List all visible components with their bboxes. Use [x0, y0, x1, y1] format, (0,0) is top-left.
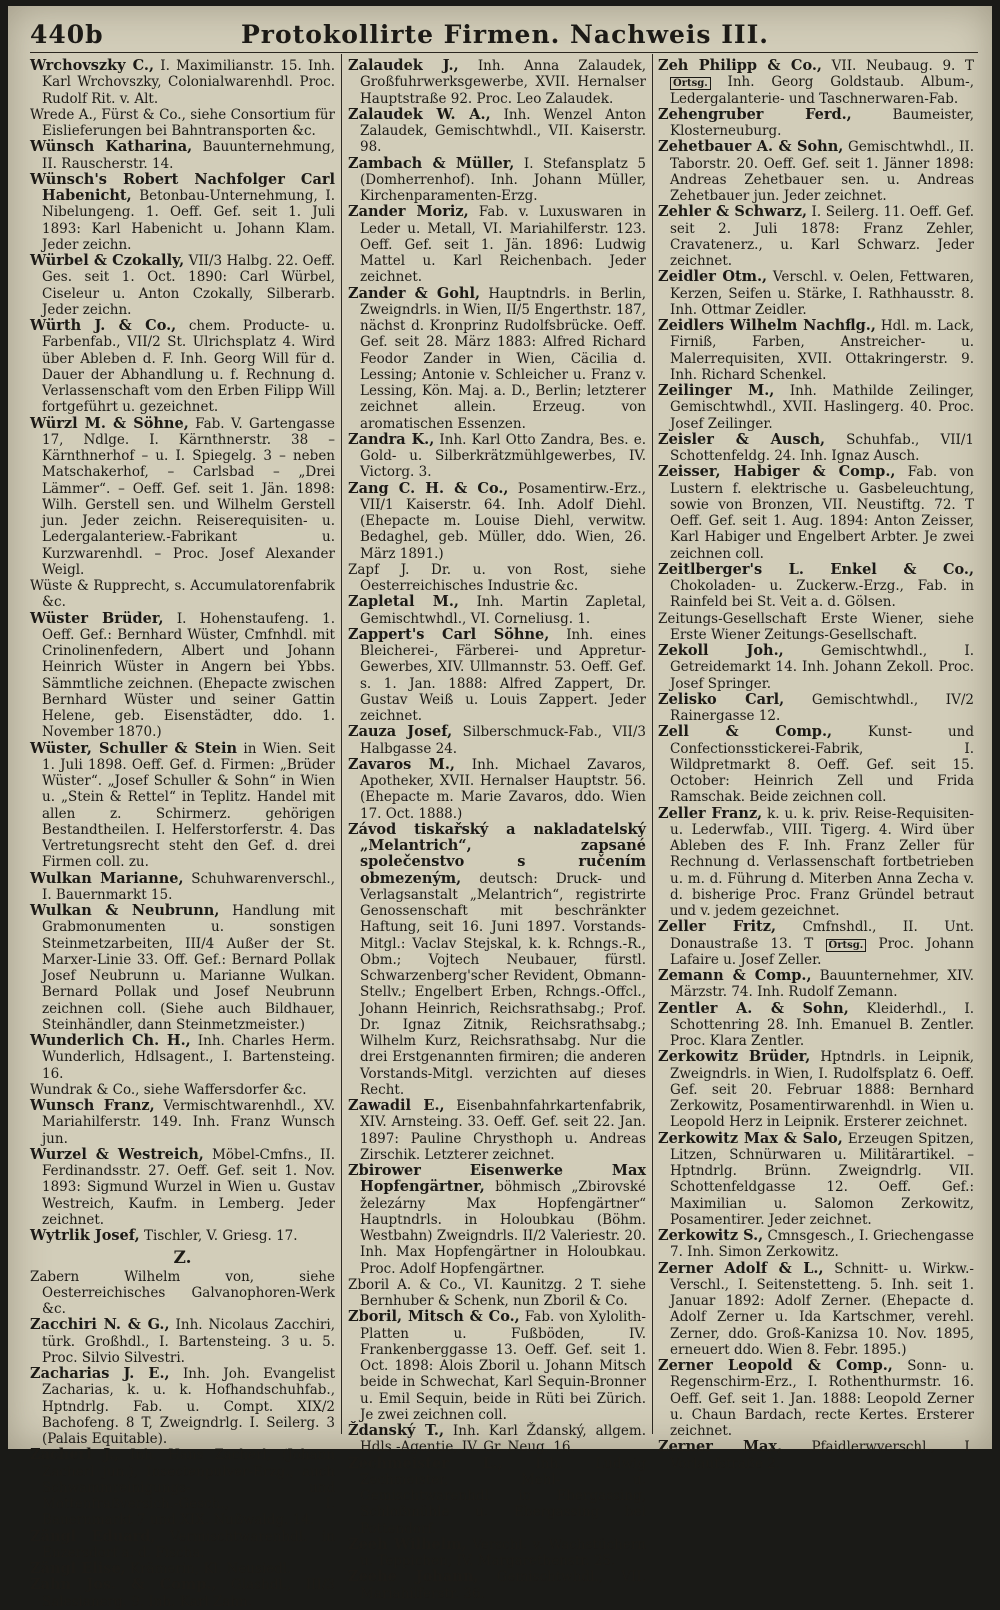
entry-text: Inh. Hans Zacherl, (Johann Zacherl jun.), Insectenpulver-Erzg., auch Schwammreinigungs- und Mottenfraßversich.-Gesch., I. Bauernmarkt 7 und XIX. Nußwaldg. 14.	[42, 1447, 336, 1529]
firm-name: Zehengruber Ferd.,	[658, 105, 852, 123]
directory-entry	[658, 432, 974, 465]
entry-text: Inh. Nicolaus Zacchiri, türk. Großhdl., I. Bartensteing. 3 u. 5. Proc. Silvio Silvestri.	[42, 1317, 335, 1366]
firm-name: Wüster, Schuller & Stein	[30, 739, 238, 757]
firm-name: Zeidlers Wilhelm Nachflg.,	[658, 317, 876, 334]
firm-name: Zeehe Johann,	[348, 1568, 479, 1586]
firm-name: Zängl Elise,	[30, 1560, 126, 1577]
entry-text: Inh. Wenzel Anton Zalaudek, Gemischtwhdl., VII. Kaiserstr. 98.	[360, 106, 646, 156]
entry-text: Inh. Mathilde Zeilinger, Gemischtwhdl., XVII. Haslingerg. 40. Proc. Josef Zeilinger.	[670, 383, 975, 432]
directory-entry	[348, 432, 646, 481]
directory-entry	[30, 1577, 335, 1610]
directory-entry	[30, 578, 335, 611]
entry-text: I. Hohenstaufeng. 1. Oeff. Gef.: Bernhard Wüster, Cmfnhdl. mit Crinolinenfedern, Albert und Johann Heinrich Wüster in Angern bei Ybbs. Sämmtliche zeichnen. (Ehepacte zwischen Bernhard Wüster und seiner Gattin Helene, geb. Eisenstädter, ddo. 1. November 1870.)	[42, 610, 336, 741]
directory-entry	[30, 318, 335, 416]
directory-entry	[658, 611, 974, 644]
directory-entry	[30, 172, 335, 253]
entry-text: Zabern Wilhelm von, siehe Oesterreichisches Galvanophoren-Werk &c.	[30, 1268, 335, 1317]
entry-text: Baumeister, Klosterneuburg.	[670, 106, 974, 139]
directory-entry	[30, 1317, 335, 1366]
entry-text: VII/3 Halbg. 22. Oeff. Ges. seit 1. Oct. 1890: Carl Würbel, Ciseleur u. Anton Czokally, Silberarb. Jeder zeichn.	[42, 253, 335, 318]
directory-entry	[348, 58, 646, 107]
entry-text: Cmfnshdl., II. Unt. Donaustraße 13. T Ortsg. Proc. Johann Lafaire u. Josef Zeller.	[670, 919, 974, 968]
entry-text: böhmisch „Zbirovské železárny Max Hopfengärtner“ Hauptndrls. in Holoubkau (Böhm. Westbahn) Zweigndrls. II/2 Valeriestr. 20. Inh. Max Hopfengärtner in Holoubkau. Proc. Adolf Hopfengärtner.	[360, 1179, 647, 1277]
firm-name: Zeisser, Habiger & Comp.,	[658, 463, 896, 481]
directory-entry	[30, 903, 335, 1033]
directory-entry	[30, 1098, 335, 1147]
directory-entry	[658, 383, 974, 432]
directory-entry	[348, 1309, 646, 1423]
directory-entry	[658, 692, 974, 725]
entry-text: Wüste & Rupprecht, s. Accumulatorenfabrik &c.	[30, 578, 335, 611]
entry-text: Sonn- u. Regenschirm-Erz., I. Rothenthurmstr. 16. Oeff. Gef. seit 1. Jan. 1888: Leopold Zerner u. Chaun Bardach, recte Kertes. Ersterer zeichnet.	[670, 1358, 975, 1439]
firm-name: Zavaros M.,	[348, 755, 455, 773]
directory-entry	[658, 58, 974, 107]
firm-name: Zentler A. & Sohn,	[658, 999, 849, 1017]
directory-entry	[658, 139, 974, 204]
firm-name: Wünsch Katharina,	[30, 138, 193, 156]
firm-name: Zekoll Joh.,	[658, 642, 784, 659]
firm-name: Zemann & Comp.,	[658, 967, 812, 984]
entry-text: Chokoladen- u. Zuckerw.-Erzg., Fab. in Rainfeld bei St. Veit a. d. Gölsen.	[670, 578, 974, 611]
directory-entry	[348, 1277, 646, 1310]
entry-text: Schnitt- u. Wirkw.-Verschl., I. Seitenstetteng. 5. Inh. seit 1. Januar 1892: Adolf Zerner. (Ehepacte d. Adolf Zerner u. Ida Kartschmer, verehl. Zerner, ddo. Groß-Kanizsa 10. Nov. 1895, erneuert ddo. Wien 8. Febr. 1895.)	[670, 1260, 974, 1358]
directory-entry	[30, 1269, 335, 1318]
directory-entry	[348, 481, 646, 562]
directory-entry	[30, 611, 335, 741]
directory-entry	[658, 1049, 974, 1130]
directory-entry	[30, 1366, 335, 1447]
entry-text: Cmnsgesch., I. Griechengasse 7. Inh. Simon Zerkowitz.	[670, 1228, 974, 1261]
section-letter: Z.	[173, 1248, 192, 1269]
firm-name: Zandra K.,	[348, 430, 435, 448]
entry-text: Gemischtwhdl., I. Getreidemarkt 14. Inh. Johann Zekoll. Proc. Josef Springer.	[670, 643, 974, 692]
entry-text: Inh. Martin Zapletal, Gemischtwhdl., VI. Corneliusg. 1.	[360, 594, 646, 627]
entry-text: Vermischtwarenhdl. in Enzersdorf a. d. Fischa.	[42, 1528, 336, 1561]
firm-name: Zeller Fritz,	[658, 918, 777, 936]
entry-text: Posamentirw.-Erz., VII/1 Kaiserstr. 64. Inh. Adolf Diehl. (Ehepacte m. Louise Diehl, verwitw. Bedaghel, geb. Müller, ddo. Wien, 26. März 1891.)	[360, 480, 646, 562]
directory-entry	[30, 1561, 335, 1577]
directory-entry	[30, 416, 335, 579]
entry-text: Glashdl., III/3 Salesianerg. 9. Inh. Karl Zahn.	[42, 1577, 335, 1610]
firm-name: Wunderlich Ch. H.,	[30, 1032, 191, 1049]
firm-name: Zawadil E.,	[348, 1097, 445, 1114]
firm-name: Závod tiskařský a nakladatelský „Melantrich“, zapsané společenstvo s ručením obmezeným,	[348, 820, 646, 887]
firm-name: Zboril, Mitsch & Co.,	[348, 1308, 520, 1326]
entry-text: Hdl. m. Lack, Firniß, Farben, Anstreicher- u. Malerrequisiten, XVII. Ottakringerstr. 9. Inh. Richard Schenkel.	[670, 318, 975, 383]
entry-text: Gemischtwhdl., II. Taborstr. 20. Oeff. Gef. seit 1. Jänner 1898: Andreas Zehetbauer sen. u. Andreas Zehetbauer jun. Jeder zeichnet.	[670, 139, 974, 204]
directory-entry	[658, 968, 974, 1001]
directory-entry	[30, 107, 335, 140]
directory-entry	[658, 464, 974, 562]
firm-name: Zeisler & Ausch,	[658, 430, 826, 448]
entry-text: Verschl. v. Oelen, Fettwaren, Kerzen, Seifen u. Stärke, I. Rathhausstr. 8. Inh. Ottmar Zeidler.	[670, 269, 974, 318]
column-3	[658, 57, 975, 1472]
firm-name: Würbel & Czokally,	[30, 252, 185, 269]
firm-name: Zeeh Wilhelm,	[348, 1535, 467, 1553]
directory-entry	[658, 318, 974, 383]
directory-entry	[348, 1456, 646, 1537]
entry-text: chem. Producte- u. Farbenfab., VII/2 St. Ulrichsplatz 4. Wird über Ableben d. F. Inh. Georg Will für d. Dauer der Abhandlung u. f. Rechnung d. Verlassenschaft vom den Erben Filipp Will fortgeführt u. gezeichnet.	[42, 318, 335, 416]
firm-name: Zechmeister L.,	[348, 1454, 503, 1472]
firm-name: Zacharias J. E.,	[30, 1365, 170, 1382]
directory-entry	[30, 1082, 335, 1098]
firm-name: Zbirower Eisenwerke Max Hopfengärtner,	[348, 1162, 646, 1196]
directory-entry	[348, 286, 646, 432]
firm-name: Zappert's Carl Söhne,	[348, 625, 550, 643]
entry-text: Hptndrls. in Leipnik, Zweigndrls. in Wien, I. Rudolfsplatz 6. Oeff. Gef. seit 20. Februar 1888: Bernhard Zerkowitz, Posamentirwarenhdl. in Wien u. Leopold Herz in Leipnik. Ersterer zeichnet.	[670, 1049, 974, 1131]
firm-name: Zalaudek J.,	[348, 57, 459, 74]
firm-name: Wüster Brüder,	[30, 609, 164, 627]
firm-name: Wulkan Marianne,	[30, 869, 184, 887]
firm-name: Würth J. & Co.,	[30, 317, 177, 334]
directory-entry	[658, 1261, 974, 1359]
firm-name: Zeitlberger's L. Enkel & Co.,	[658, 560, 974, 578]
firm-name: Zacherl J.,	[30, 1446, 120, 1464]
firm-name: Zacchiri N. & G.,	[30, 1316, 170, 1334]
directory-entry	[658, 204, 974, 269]
directory-entry	[30, 871, 335, 904]
entry-text: Inh. Karl Otto Zandra, Bes. e. Gold- u. Silberkrätzmühlgewerbes, IV. Victorg. 3.	[360, 431, 646, 481]
entry-text: Inh. eines Bleicherei-, Färberei- und Appretur-Gewerbes, XIV. Ullmannstr. 53. Oeff. Gef. s. 1. Jan. 1888: Alfred Zappert, Dr. Gustav Weiß u. Louis Zappert. Jeder zeichnet.	[360, 626, 647, 724]
entry-text: Fab. von Lustern f. elektrische u. Gasbeleuchtung, sowie von Bronzen, VII. Neustiftg. 72. T Oeff. Gef. seit 1. Aug. 1894: Anton Zeisser, Karl Habiger und Engelbert Arbter. Je zwei zeichnen coll.	[670, 464, 974, 562]
entry-text: Pfaidlerwverschl., I. Vorlaufstraße 2.	[670, 1439, 974, 1472]
directory-entry	[30, 1447, 335, 1528]
firm-name: Wunsch Franz,	[30, 1097, 155, 1114]
directory-entry	[30, 741, 335, 871]
entry-text: k. u. k. priv. Reise-Requisiten- u. Lederwfab., VIII. Tigerg. 4. Wird über Ableben des F. Inh. Franz Zeller für Rechnung d. Verlassenschaft fortbetrieben u. m. d. Führung d. Miterben Anna Zecha v. d. bisherige Proc. Franz Gründel betraut und v. jedem gezeichnet.	[670, 805, 974, 919]
entry-text: Eisenbahnfahrkartenfabrik, XIV. Arnsteing. 33. Oeff. Gef. seit 22. Jan. 1897: Pauline Chrysthoph u. Andreas Zirschik. Letzterer zeichnet.	[360, 1098, 646, 1163]
entry-text: I. Stefansplatz 5 (Domherrenhof). Inh. Johann Müller, Kirchenparamenten-Erzg.	[360, 155, 647, 204]
firm-name: Zerner Max,	[658, 1438, 783, 1456]
entry-text: Wundrak & Co., siehe Waffersdorfer &c.	[30, 1081, 307, 1098]
entry-text: Hauptndrls. in Berlin, Zweigndrls. in Wien, II/5 Engerthstr. 187, nächst d. Kronprinz Rudolfsbrücke. Oeff. Gef. seit 28. März 1883: Alfred Richard Feodor Zander in Wien, Cäcilia d. Lessing; Antonie v. Schleicher u. Franz v. Lessing, Kön. Maj. a. D., Berlin; letzterer zeichnet allein. Erzeug. von aromatischen Essenzen.	[360, 285, 646, 432]
firm-name: Zeilinger M.,	[658, 382, 775, 399]
directory-entry	[348, 1537, 646, 1570]
entry-text: Kleiderhdl., I. Schottenring 28. Inh. Emanuel B. Zentler. Proc. Klara Zentler.	[670, 1000, 974, 1049]
entry-text: Inh. Charles Herm. Wunderlich, Hdlsagent., I. Bartensteing. 16.	[42, 1033, 335, 1082]
firm-name: Zerkowitz Max & Salo,	[658, 1129, 843, 1147]
entry-text: VII. Neubaug. 9. T Ortsg. Inh. Georg Goldstaub. Album-, Ledergalanterie- und Taschnerwaren-Fab.	[670, 58, 975, 107]
entry-text: Handlung mit Grabmonumenten u. sonstigen Steinmetzarbeiten, III/4 Außer der St. Marxer-Linie 33. Off. Gef.: Bernard Pollak Josef Neubrunn u. Marianne Wulkan. Bernard Pollak und Josef Neubrunn zeichnen coll. (Siehe auch Bildhauer, Steinhändler, dann Steinmetzmeister.)	[42, 903, 335, 1033]
directory-entry	[658, 919, 974, 968]
directory-entry	[658, 643, 974, 692]
directory-entry	[658, 1131, 974, 1229]
directory-entry	[658, 107, 974, 140]
firm-name: Zerkowitz Brüder,	[658, 1048, 811, 1066]
entry-text: Fab. V. Gartengasse 17, Ndlge. I. Kärnthnerstr. 38 – Kärnthnerhof – u. I. Spiegelg. 3 – neben Matschakerhof, – Carlsbad – „Drei Lämmer“. – Oeff. Gef. seit 1. Jän. 1898: Wilh. Gerstell sen. und Wilhelm Gerstell jun. Jeder zeichn. Reiserequisiten- u. Ledergalanteriew.-Fabrikant u. Kurzwarenhdl. – Proc. Josef Alexander Weigl.	[42, 415, 335, 578]
column-1	[30, 57, 336, 1610]
directory-entry	[658, 1001, 974, 1050]
entry-text: Krämerin, Kl. Neusiedl.	[130, 1561, 292, 1577]
firm-name: Zängl Eduard,	[30, 1527, 156, 1545]
firm-name: Zahn Jos. & Comp.,	[30, 1576, 217, 1594]
telephone-symbol-icon: Ortsg.	[670, 77, 711, 90]
directory-entry	[30, 1228, 335, 1244]
entry-text: Gemischtwhdl., VII. Mariahilferstr. 36.	[360, 1569, 646, 1602]
firm-name: Zerkowitz S.,	[658, 1227, 764, 1244]
entry-text: Bauunternehmer, XIV. Märzstr. 74. Inh. Rudolf Zemann.	[670, 968, 974, 1001]
directory-entry	[30, 1033, 335, 1082]
directory-entry	[658, 806, 974, 920]
firm-name: Wurzel & Westreich,	[30, 1145, 204, 1163]
directory-entry	[348, 757, 646, 822]
directory-page	[8, 6, 992, 1610]
entry-text: Zeitungs-Gesellschaft Erste Wiener, siehe Erste Wiener Zeitungs-Gesellschaft.	[658, 610, 974, 643]
directory-entry	[348, 562, 646, 595]
firm-name: Wrchovszky C.,	[30, 57, 154, 74]
firm-name: Zerner Leopold & Comp.,	[658, 1357, 893, 1374]
firm-name: Wünsch's Robert Nachfolger Carl Habenicht,	[30, 170, 335, 204]
firm-name: Wulkan & Neubrunn,	[30, 902, 220, 919]
entry-text: Wrede A., Fürst & Co., siehe Consortium für Eislieferungen bei Bahntransporten &c.	[30, 106, 335, 139]
directory-entry	[348, 724, 646, 757]
firm-name: Zerner Adolf & L.,	[658, 1259, 824, 1277]
firm-name: Zeller Franz,	[658, 804, 763, 822]
entry-text: Kunst- und Confectionsstickerei-Fabrik, I. Wildpretmarkt 8. Oeff. Gef. seit 15. October: Heinrich Zell und Frida Ramschak. Beide zeichnen coll.	[670, 724, 975, 806]
directory-entry	[348, 1098, 646, 1163]
directory-entry	[348, 1569, 646, 1602]
entry-text: Verschl. v. Wachstüchern u. Teppichen, IV. Margarethenstr. 25.	[360, 1536, 646, 1569]
entry-text: Zboril A. & Co., VI. Kaunitzg. 2 T. siehe Bernhuber & Schenk, nun Zboril & Co.	[348, 1276, 646, 1309]
page-header	[30, 16, 980, 56]
entry-text: Betonbau-Unternehmung, I. Nibelungeng. 1. Oeff. Gef. seit 1. Juli 1893: Karl Habenicht u. Johann Klam. Jeder zeichn.	[42, 188, 335, 253]
entry-text: Tischler, V. Griesg. 17.	[144, 1228, 298, 1244]
directory-entry	[30, 253, 335, 318]
directory-entry	[348, 204, 646, 285]
entry-text: Inh. Anna Zalaudek, Großfuhrwerksgewerbe, XVII. Hernalser Hauptstraße 92. Proc. Leo Zalaudek.	[360, 58, 647, 107]
directory-entry	[30, 1147, 335, 1228]
entry-text: Bauunternehmung, II. Rauscherstr. 14.	[42, 139, 335, 172]
entry-text: deutsch: Druck- und Verlagsanstalt „Melantrich“, registrirte Genossenschaft mit beschränkter Haftung, seit 16. Juni 1897. Vorstands-Mitgl.: Vaclav Stejskal, k. k. Rchngs.-R., Obm.; Vojtech Neubauer, fürstl. Schwarzenberg'scher Revident, Obmann-Stellv.; Engelbert Erben, Rchngs.-Offcl., Johann Heinrich, Reichsrathsabg.; Prof. Dr. Ignaz Zitnik, Reichsrathsabg.; Wilhelm Kurz, Reichsrathsabg. Nur die drei Erstgenannten firmiren; die anderen Vorstands-Mitgl. verzichten auf dieses Recht.	[360, 870, 646, 1098]
entry-text: Inh. Ludwig Zechmeister, Mehl- u. Gemischtwarenhdl. in Ebergassing, Schloßmühle u. Ebergassing bei Pottendorf.	[360, 1455, 647, 1537]
header-rule	[30, 52, 978, 53]
entry-text: Silberschmuck-Fab., VII/3 Halbgasse 24.	[360, 724, 646, 757]
directory-entry	[658, 1439, 974, 1472]
entry-text: Zapf J. Dr. u. von Rost, siehe Oesterreichisches Industrie &c.	[348, 561, 646, 594]
telephone-symbol-icon: Ortsg.	[826, 939, 867, 952]
entry-text: Inh. Joh. Evangelist Zacharias, k. u. k. Hofhandschuhfab., Hptndrlg. Fab. u. Compt. XIX/2 Bachofeng. 8 T, Zweigndrlg. I. Seilerg. 3 (Palais Equitable).	[42, 1366, 336, 1447]
directory-entry	[348, 1423, 646, 1456]
firm-name: Ždanský T.,	[348, 1422, 444, 1439]
directory-entry	[30, 139, 335, 172]
directory-entry	[348, 594, 646, 627]
firm-name: Zapletal M.,	[348, 593, 459, 611]
entry-text: I. Maximilianstr. 15. Inh. Karl Wrchovszky, Colonialwarenhdl. Proc. Rudolf Rit. v. Alt.	[42, 58, 335, 107]
entry-text: Inh. Karl Ždanský, allgem. Hdls.-Agentie, IV. Gr. Neug. 16.	[360, 1423, 646, 1456]
directory-entry	[348, 822, 646, 1098]
page-number: 440b	[30, 20, 104, 49]
firm-name: Zauza Josef,	[348, 723, 453, 741]
entry-text: Vermischtwarenhdl., XV. Mariahilferstr. 149. Inh. Franz Wunsch jun.	[42, 1098, 335, 1147]
directory-entry	[348, 107, 646, 156]
entry-text: Schuhfab., VII/1 Schottenfeldg. 24. Inh. Ignaz Ausch.	[670, 431, 974, 464]
directory-entry	[658, 269, 974, 318]
entry-text: Gemischtwhdl., IV/2 Rainergasse 12.	[670, 691, 974, 724]
firm-name: Zambach & Müller,	[348, 154, 515, 172]
directory-entry	[348, 156, 646, 205]
firm-name: Zang C. H. & Co.,	[348, 479, 509, 497]
firm-name: Zelisko Carl,	[658, 690, 785, 708]
firm-name: Zander & Gohl,	[348, 284, 480, 302]
directory-entry	[658, 724, 974, 805]
entry-text: I. Seilerg. 11. Oeff. Gef. seit 2. Juli 1878: Franz Zehler, Cravatenerz., u. Karl Schwarz. Jeder zeichnet.	[670, 204, 975, 269]
firm-name: Zehetbauer A. & Sohn,	[658, 138, 844, 156]
firm-name: Zalaudek W. A.,	[348, 105, 491, 123]
column-divider	[341, 54, 342, 1434]
entry-text: Fab. v. Luxuswaren in Leder u. Metall, VI. Mariahilferstr. 123. Oeff. Gef. seit 1. Jän. 1896: Ludwig Mattel u. Karl Reichenbach. Jeder zeichnet.	[360, 204, 646, 286]
entry-text: Inh. Michael Zavaros, Apotheker, XVII. Hernalser Hauptstr. 56. (Ehepacte m. Marie Zavaros, ddo. Wien 17. Oct. 1888.)	[360, 756, 646, 822]
firm-name: Wytrlik Josef,	[30, 1227, 140, 1244]
firm-name: Zeh Philipp & Co.,	[658, 57, 822, 74]
directory-entry	[658, 562, 974, 611]
entry-text: Schuhwarenverschl., I. Bauernmarkt 15.	[42, 870, 335, 903]
column-2	[348, 57, 647, 1602]
directory-entry	[348, 1163, 646, 1277]
directory-entry	[348, 627, 646, 725]
firm-name: Zander Moriz,	[348, 203, 469, 221]
directory-entry	[30, 58, 335, 107]
entry-text: Fab. von Xylolith-Platten u. Fußböden, IV. Frankenberggasse 13. Oeff. Gef. seit 1. Oct. 1898: Alois Zboril u. Johann Mitsch beide in Schwechat, Karl Sequin-Bronner u. Emil Sequin, beide in Rüti bei Zürich. Je zwei zeichnen coll.	[360, 1309, 646, 1423]
firm-name: Würzl M. & Söhne,	[30, 414, 189, 432]
entry-text: Erzeugen Spitzen, Litzen, Schnürwaren u. Militärartikel. – Hptndrlg. Brünn. Zweigndrlg. VII. Schottenfeldgasse 12. Oeff. Gef.: Maximilian u. Salomon Zerkowitz, Posamentirer. Jeder zeichnet.	[670, 1130, 975, 1228]
firm-name: Zeidler Otm.,	[658, 268, 768, 286]
directory-entry	[30, 1529, 335, 1562]
entry-text: Möbel-Cmfns., II. Ferdinandsstr. 27. Oeff. Gef. seit 1. Nov. 1893: Sigmund Wurzel in Wien u. Gustav Westreich, Kaufm. in Lemberg. Jeder zeichnet.	[42, 1146, 335, 1228]
entry-text: in Wien. Seit 1. Juli 1898. Oeff. Gef. d. Firmen: „Brüder Wüster“. „Josef Schuller & Sohn“ in Wien u. „Stein & Rettel“ in Teplitz. Handel mit allen z. Schirmerz. gehörigen Bestandtheilen. I. Helferstorferstr. 4. Das Vertretungsrecht steht den Gef. d. drei Firmen coll. zu.	[42, 740, 335, 871]
directory-entry	[658, 1228, 974, 1261]
directory-entry	[658, 1358, 974, 1439]
column-divider	[652, 54, 653, 1434]
firm-name: Zell & Comp.,	[658, 723, 833, 741]
firm-name: Zehler & Schwarz,	[658, 203, 808, 221]
page-title: Protokollirte Firmen. Nachweis III.	[241, 20, 769, 49]
